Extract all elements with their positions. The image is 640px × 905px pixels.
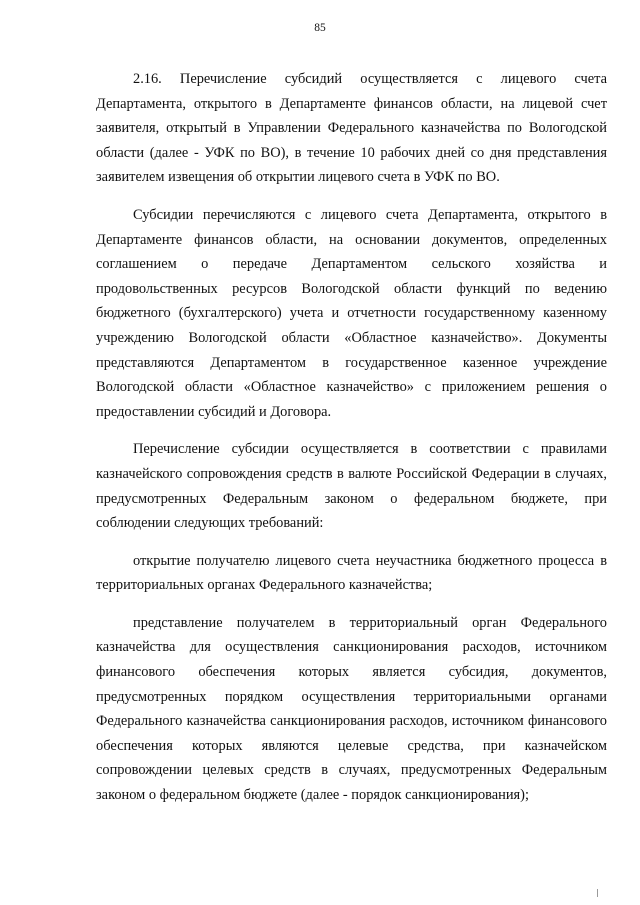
paragraph-treasury-support: Перечисление субсидии осуществляется в соответствии с правилами казначейского сопровождения средств в валюте Российской Федерации в случаях, предусмотренных Федеральным законом о федеральном бюджете, при соблюдении следующих требований:	[96, 441, 607, 532]
scan-edge-mark	[597, 889, 598, 897]
paragraph-requirement-documents: представление получателем в территориальный орган Федерального казначейства для осуществления санкционирования расходов, источником финансового обеспечения которых является субсидия, документов, предусмотренных порядком осуществления территориальными органами Федерального казначейства санкционирования расходов, источником финансового обеспечения которых являются целевые средства, при казначейском сопровождении целевых средств в случаях, предусмотренных Федеральным законом о федеральном бюджете (далее - порядок санкционирования);	[96, 614, 607, 804]
document-body	[96, 67, 607, 808]
paragraph-subsidy-transfer: Субсидии перечисляются с лицевого счета Департамента, открытого в Департаменте финансов области, на основании документов, определенных соглашением о передаче Департаментом сельского хозяйства и продовольственных ресурсов Вологодской области функций по ведению бюджетного (бухгалтерского) учета и отчетности государственному казенному учреждению Вологодской области «Областное казначейство». Документы представляются Департаментом в государственное казенное учреждение Вологодской области «Областное казначейство» с приложением решения о предоставлении субсидий и Договора.	[96, 206, 607, 420]
page-number: 85	[314, 22, 326, 34]
paragraph-requirement-account: открытие получателю лицевого счета неучастника бюджетного процесса в территориальных органах Федерального казначейства;	[96, 552, 607, 594]
paragraph-2-16: 2.16. Перечисление субсидий осуществляется с лицевого счета Департамента, открытого в Департаменте финансов области, на лицевой счет заявителя, открытый в Управлении Федерального казначейства по Вологодской области (далее - УФК по ВО), в течение 10 рабочих дней со дня представления заявителем извещения об открытии лицевого счета в УФК по ВО.	[96, 71, 607, 186]
